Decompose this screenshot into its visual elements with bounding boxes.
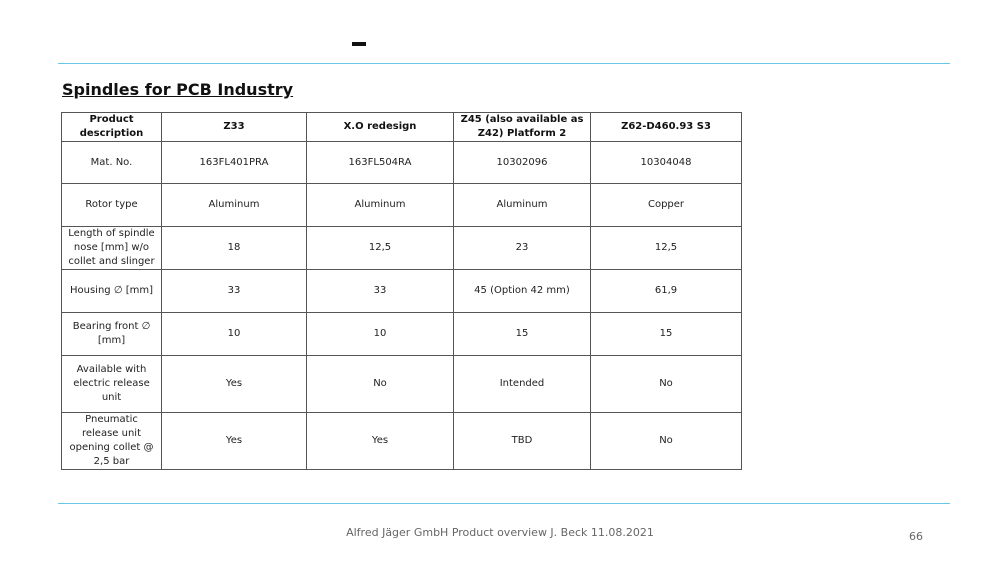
row-label: Available with electric release unit	[62, 356, 162, 413]
table-row	[62, 184, 742, 227]
table-cell: 10	[162, 313, 307, 356]
table-cell: Aluminum	[307, 184, 454, 227]
header-z62: Z62-D460.93 S3	[591, 113, 742, 142]
header-product-description: Product description	[62, 113, 162, 142]
table-row	[62, 270, 742, 313]
table-cell: 23	[454, 227, 591, 270]
table-cell: 10302096	[454, 142, 591, 184]
table-cell: 15	[591, 313, 742, 356]
table-cell: Copper	[591, 184, 742, 227]
header-z45: Z45 (also available as Z42) Platform 2	[454, 113, 591, 142]
table-cell: 33	[307, 270, 454, 313]
table-cell: 15	[454, 313, 591, 356]
table-row	[62, 413, 742, 470]
table-cell: Yes	[162, 413, 307, 470]
table-cell: 61,9	[591, 270, 742, 313]
row-label: Pneumatic release unit opening collet @ 2,5 bar	[62, 413, 162, 470]
table-row	[62, 227, 742, 270]
table-cell: No	[591, 356, 742, 413]
table-cell: Aluminum	[454, 184, 591, 227]
title-placeholder-dash	[352, 42, 366, 46]
row-label: Mat. No.	[62, 142, 162, 184]
top-divider	[58, 63, 950, 64]
row-label: Housing ∅ [mm]	[62, 270, 162, 313]
table-row	[62, 356, 742, 413]
table-cell: 10304048	[591, 142, 742, 184]
row-label: Bearing front ∅ [mm]	[62, 313, 162, 356]
table-cell: Aluminum	[162, 184, 307, 227]
table-cell: 18	[162, 227, 307, 270]
spindle-spec-table	[61, 112, 742, 470]
table-cell: 12,5	[307, 227, 454, 270]
table-header-row	[62, 113, 742, 142]
table-cell: 163FL504RA	[307, 142, 454, 184]
table-cell: Yes	[307, 413, 454, 470]
row-label: Length of spindle nose [mm] w/o collet and slinger	[62, 227, 162, 270]
table-cell: TBD	[454, 413, 591, 470]
slide-title: Spindles for PCB Industry	[62, 80, 294, 99]
table-row	[62, 142, 742, 184]
footer-text: Alfred Jäger GmbH Product overview J. Beck 11.08.2021	[346, 526, 654, 539]
bottom-divider	[58, 503, 950, 504]
table-cell: 45 (Option 42 mm)	[454, 270, 591, 313]
table-cell: No	[307, 356, 454, 413]
table-cell: No	[591, 413, 742, 470]
table-row	[62, 313, 742, 356]
row-label: Rotor type	[62, 184, 162, 227]
table-cell: 10	[307, 313, 454, 356]
table-cell: 33	[162, 270, 307, 313]
header-xo-redesign: X.O redesign	[307, 113, 454, 142]
page-number: 66	[909, 530, 923, 543]
table-cell: Intended	[454, 356, 591, 413]
table-cell: 12,5	[591, 227, 742, 270]
header-z33: Z33	[162, 113, 307, 142]
table-cell: Yes	[162, 356, 307, 413]
table-cell: 163FL401PRA	[162, 142, 307, 184]
